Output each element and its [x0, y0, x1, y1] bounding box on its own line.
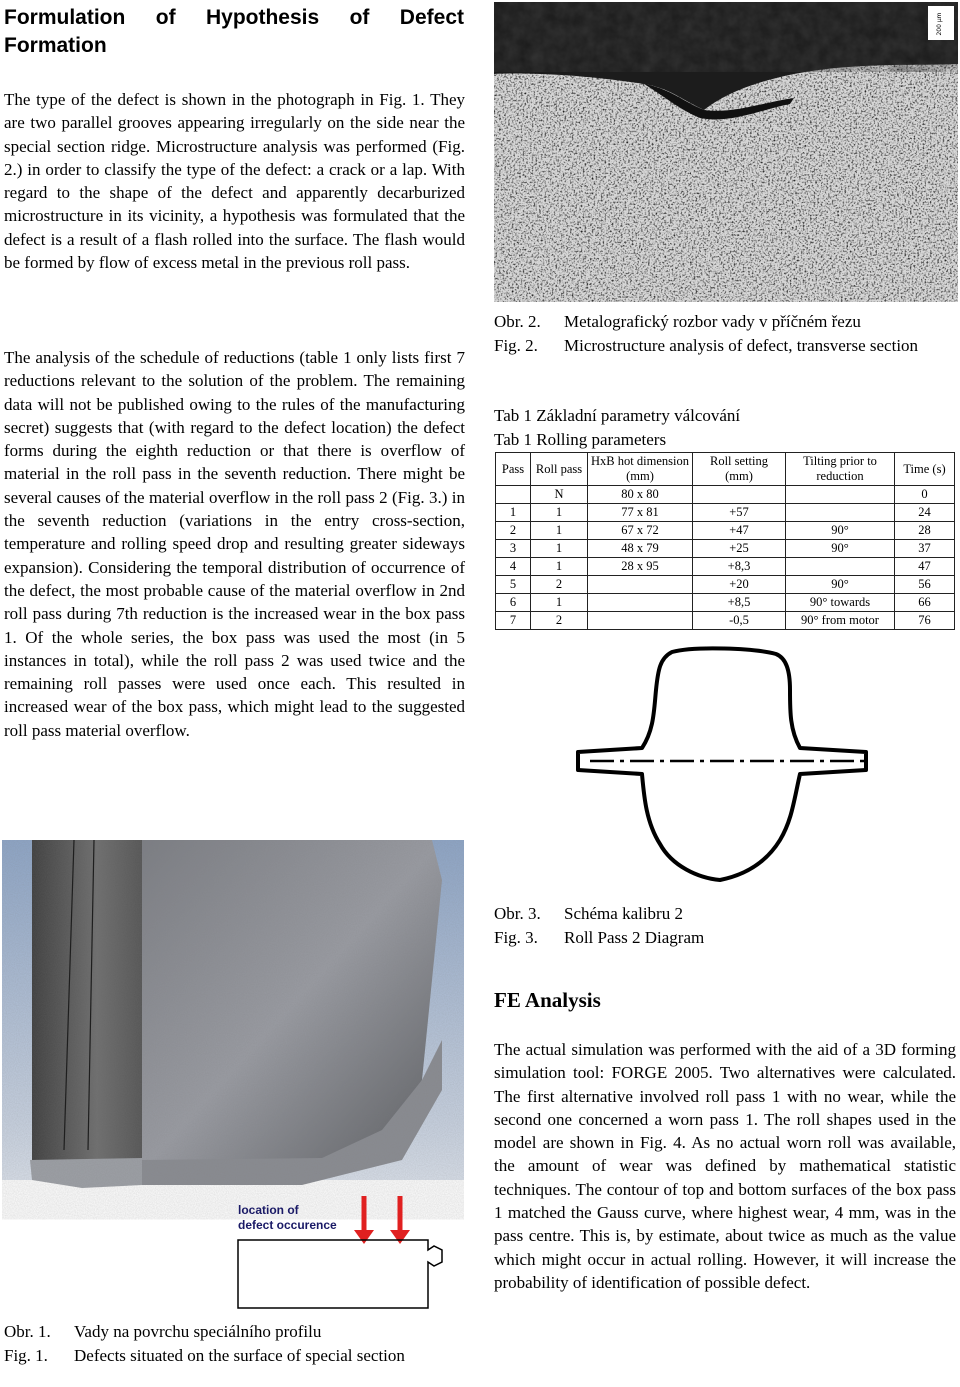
table-cell [588, 576, 693, 594]
roll-pass-diagram [494, 640, 958, 890]
table1-caption-en: Tab 1 Rolling parameters [494, 429, 667, 449]
fig1-en-text: Defects situated on the surface of special section [74, 1345, 405, 1365]
fig3-en-num: Fig. 3. [494, 927, 538, 947]
figure1-caption [4, 1320, 465, 1367]
table-cell: 3 [496, 540, 531, 558]
table-cell: +20 [693, 576, 786, 594]
fig2-en-text: Microstructure analysis of defect, transverse section [564, 335, 919, 355]
table-row [496, 486, 955, 504]
fig3-cz-text: Schéma kalibru 2 [564, 904, 683, 923]
rolling-parameters-table [495, 452, 955, 630]
table-row [496, 594, 955, 612]
scale-bar [928, 6, 954, 40]
figure3-caption [494, 902, 956, 949]
paragraph-defect-type: The type of the defect is shown in the photograph in Fig. 1. They are two parallel grooves appearing irregularly on the side near the special section ridge. Microstructure analysis was performed (Fig. 2.) in order to classify the type of the defect: a crack or a lap. With regard to the shape of the defect and apparently decarburized microstructure in its vicinity, a hypothesis was formulated that the defect is a result of a flash rolled into the surface. The flash would be formed by flow of excess metal in the previous roll pass. [4, 90, 465, 273]
table-cell: 6 [496, 594, 531, 612]
fig3-cz-num: Obr. 3. [494, 904, 541, 923]
table-cell: +8,3 [693, 558, 786, 576]
table-cell: 1 [531, 540, 588, 558]
table-cell: 2 [496, 522, 531, 540]
fe-analysis-heading: FE Analysis [494, 988, 601, 1012]
table-row [496, 612, 955, 630]
paragraph-reduction-analysis: The analysis of the schedule of reductions (table 1 only lists first 7 reductions relevant to the solution of the problem. The remaining data will not be published owing to the rules of the manufacturing secret) suggests that (with regard to the defect location) the defect forms during the eighth reduction or that there is overflow of material in the roll pass in the seventh reduction. There might be several causes of the material overflow in the roll pass 2 (Fig. 3.) in the seventh reduction (variations in the entry cross-section, temperature and rolling speed drop and resulting greater sideways expansion). Considering the temporal distribution of occurrence of the defect, the most probable cause of the material overflow in 2nd roll pass during 7th reduction is the increased wear in the box pass 1. Of the whole series, the box pass was used the most (in 5 instances in total), while the roll pass 2 was used twice and the remaining roll passes were used once each. This resulted in increased wear of the box pass, which might lead to the suggested roll pass material overflow. [4, 348, 465, 740]
table-cell [786, 558, 895, 576]
table-cell: 4 [496, 558, 531, 576]
col-dimension: HxB hot dimension (mm) [588, 453, 693, 486]
col-roll-pass: Roll pass [531, 453, 588, 486]
table-cell: +57 [693, 504, 786, 522]
table-cell: N [531, 486, 588, 504]
table-cell: 7 [496, 612, 531, 630]
table1-caption-cz: Tab 1 Základní parametry válcování [494, 406, 741, 425]
table1-caption [494, 404, 956, 451]
photo-label-line2: defect occurence [238, 1218, 337, 1232]
micrograph-image [494, 2, 958, 302]
table-cell: 76 [895, 612, 955, 630]
table-cell [786, 504, 895, 522]
table-cell: 90° [786, 522, 895, 540]
fig3-en-text: Roll Pass 2 Diagram [564, 927, 705, 947]
table-row [496, 504, 955, 522]
fig1-cz-text: Vady na povrchu speciálního profilu [74, 1322, 322, 1341]
defect-photo [2, 840, 464, 1312]
table-cell [588, 594, 693, 612]
table-cell: 80 x 80 [588, 486, 693, 504]
table-cell: +25 [693, 540, 786, 558]
section-title [4, 4, 464, 60]
table-cell: 90° [786, 540, 895, 558]
fig2-cz-text: Metalografický rozbor vady v příčném řezu [564, 312, 861, 331]
fig1-en-num: Fig. 1. [4, 1345, 48, 1365]
scale-label: 200 µm [936, 12, 943, 36]
table-cell: 5 [496, 576, 531, 594]
section-title-line1: Formulation of Hypothesis of Defect [4, 6, 464, 29]
table-cell: 1 [531, 504, 588, 522]
table-cell: 77 x 81 [588, 504, 693, 522]
roll-pass-contour [578, 648, 866, 880]
table-cell: 2 [531, 612, 588, 630]
table-cell: 90° towards [786, 594, 895, 612]
table-cell: 2 [531, 576, 588, 594]
section-title-line2: Formation [4, 34, 107, 57]
col-pass: Pass [496, 453, 531, 486]
table-cell: 90° from motor [786, 612, 895, 630]
table-cell: 28 [895, 522, 955, 540]
photo-label-line1: location of [238, 1203, 299, 1217]
table-cell [693, 486, 786, 504]
figure2-caption [494, 310, 956, 357]
table-cell: 0 [895, 486, 955, 504]
table-cell: 24 [895, 504, 955, 522]
table-cell: +8,5 [693, 594, 786, 612]
table-cell: 1 [531, 522, 588, 540]
table-cell [496, 486, 531, 504]
table-cell: 56 [895, 576, 955, 594]
table-row [496, 540, 955, 558]
table-cell: -0,5 [693, 612, 786, 630]
col-tilting: Tilting prior to reduction [786, 453, 895, 486]
table-cell [588, 612, 693, 630]
table-cell: 47 [895, 558, 955, 576]
table-cell: 1 [496, 504, 531, 522]
table-cell: 90° [786, 576, 895, 594]
table-cell: 48 x 79 [588, 540, 693, 558]
table-cell: 66 [895, 594, 955, 612]
table-header-row [496, 453, 955, 486]
table-cell [786, 486, 895, 504]
paragraph-fe-analysis: The actual simulation was performed with the aid of a 3D forming simulation tool: FORGE 2005. Two alternatives were calculated. The first alternative involved roll pass 1 with no wear, while the second one concerned a worn pass 1. The roll shapes used in the model are shown in Fig. 4. As no actual worn roll was available, the amount of wear was defined by mathematical statistic techniques. The contour of top and bottom surfaces of the box pass 1 matched the Gauss curve, where highest wear, 4 mm, was in the pass centre. This is, by estimate, about twice as much as the value which might occur in actual rolling. However, it will increase the probability of identification of possible defect. [494, 1040, 956, 1292]
table-row [496, 522, 955, 540]
table-row [496, 558, 955, 576]
table-cell: 37 [895, 540, 955, 558]
table-cell: +47 [693, 522, 786, 540]
fig2-cz-num: Obr. 2. [494, 312, 541, 331]
table-cell: 1 [531, 594, 588, 612]
col-roll-setting: Roll setting (mm) [693, 453, 786, 486]
fig2-en-num: Fig. 2. [494, 335, 538, 355]
col-time: Time (s) [895, 453, 955, 486]
fig1-cz-num: Obr. 1. [4, 1322, 51, 1341]
table-row [496, 576, 955, 594]
table-cell: 1 [531, 558, 588, 576]
table-cell: 67 x 72 [588, 522, 693, 540]
table-cell: 28 x 95 [588, 558, 693, 576]
